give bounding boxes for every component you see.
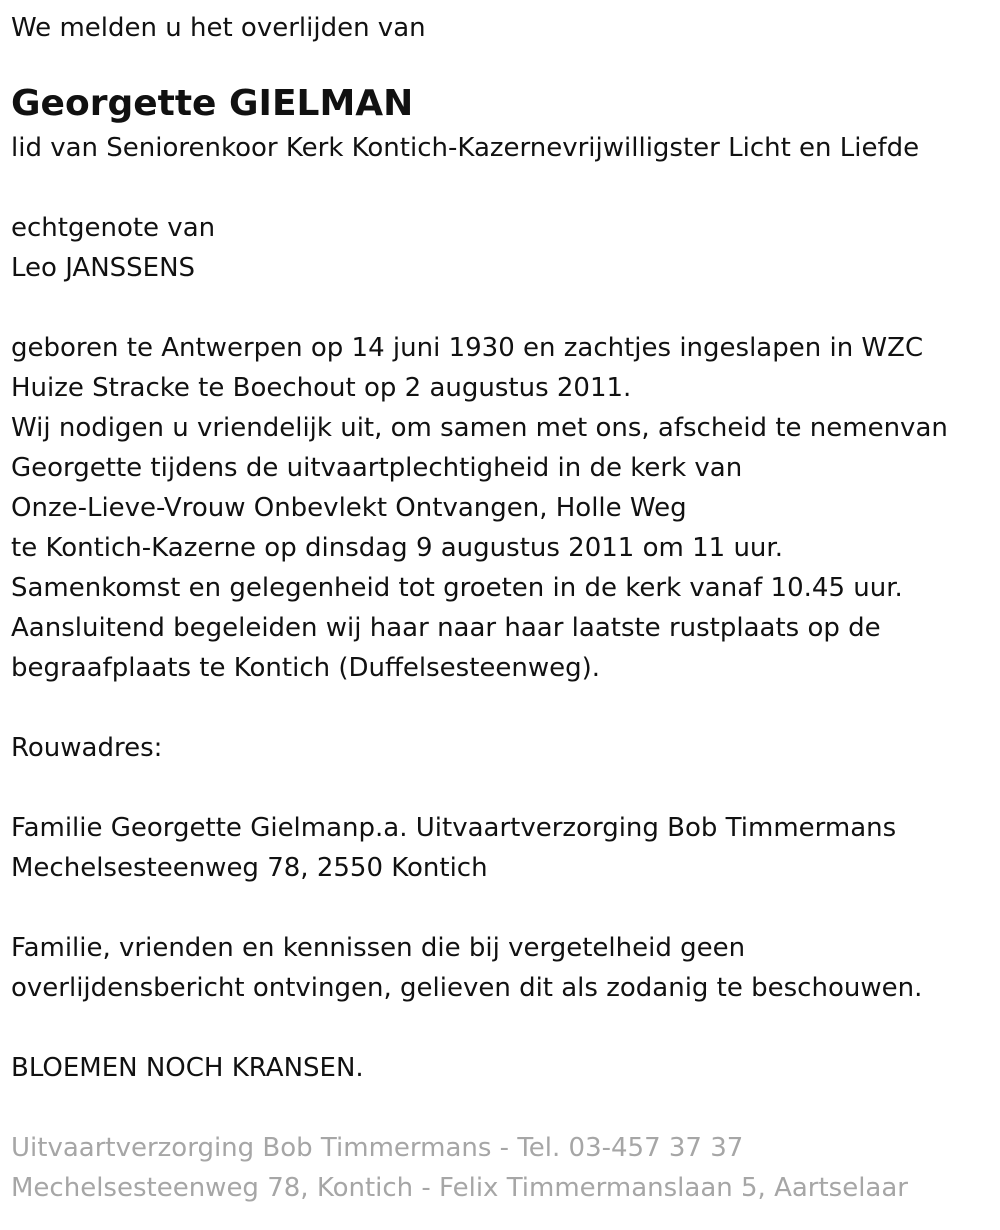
rouwadres-line: Familie Georgette Gielmanp.a. Uitvaartverzorging Bob Timmermans bbox=[11, 813, 897, 843]
rouwadres-label: Rouwadres: bbox=[11, 733, 163, 763]
ceremony-details bbox=[11, 328, 1000, 688]
spouse-name: Leo JANSSENS bbox=[11, 253, 196, 283]
spacer bbox=[11, 288, 1000, 328]
spacer bbox=[11, 688, 1000, 728]
spacer bbox=[11, 1008, 1000, 1048]
body-line: te Kontich-Kazerne op dinsdag 9 augustus 2011 om 11 uur. bbox=[11, 533, 783, 563]
rouwadres-line: Mechelsesteenweg 78, 2550 Kontich bbox=[11, 853, 488, 883]
spouse-label: echtgenote van bbox=[11, 213, 216, 243]
spacer bbox=[11, 168, 1000, 208]
body-line: begraafplaats te Kontich (Duffelsesteenweg). bbox=[11, 653, 601, 683]
body-line: Huize Stracke te Boechout op 2 augustus 2011. bbox=[11, 373, 632, 403]
intro-text: We melden u het overlijden van bbox=[11, 13, 426, 43]
body-line: Aansluitend begeleiden wij haar naar haar laatste rustplaats op de bbox=[11, 613, 881, 643]
spacer bbox=[11, 888, 1000, 928]
notice-line: Familie, vrienden en kennissen die bij vergetelheid geen bbox=[11, 933, 746, 963]
deceased-affiliation: lid van Seniorenkoor Kerk Kontich-Kazernevrijwilligster Licht en Liefde bbox=[11, 133, 920, 163]
notice-line: overlijdensbericht ontvingen, gelieven dit als zodanig te beschouwen. bbox=[11, 973, 923, 1003]
funeral-home-footer bbox=[11, 1128, 1000, 1208]
body-line: Wij nodigen u vriendelijk uit, om samen met ons, afscheid te nemenvan bbox=[11, 413, 948, 443]
spacer bbox=[11, 1088, 1000, 1128]
body-line: geboren te Antwerpen op 14 juni 1930 en zachtjes ingeslapen in WZC bbox=[11, 333, 924, 363]
footer-line: Uitvaartverzorging Bob Timmermans - Tel. 03-457 37 37 bbox=[11, 1133, 744, 1163]
body-line: Georgette tijdens de uitvaartplechtigheid in de kerk van bbox=[11, 453, 743, 483]
footer-line: Mechelsesteenweg 78, Kontich - Felix Timmermanslaan 5, Aartselaar bbox=[11, 1173, 908, 1203]
body-line: Onze-Lieve-Vrouw Onbevlekt Ontvangen, Holle Weg bbox=[11, 493, 687, 523]
flowers-notice: BLOEMEN NOCH KRANSEN. bbox=[11, 1053, 364, 1083]
deceased-name: Georgette GIELMAN bbox=[11, 83, 414, 124]
spacer bbox=[11, 768, 1000, 808]
body-line: Samenkomst en gelegenheid tot groeten in de kerk vanaf 10.45 uur. bbox=[11, 573, 903, 603]
